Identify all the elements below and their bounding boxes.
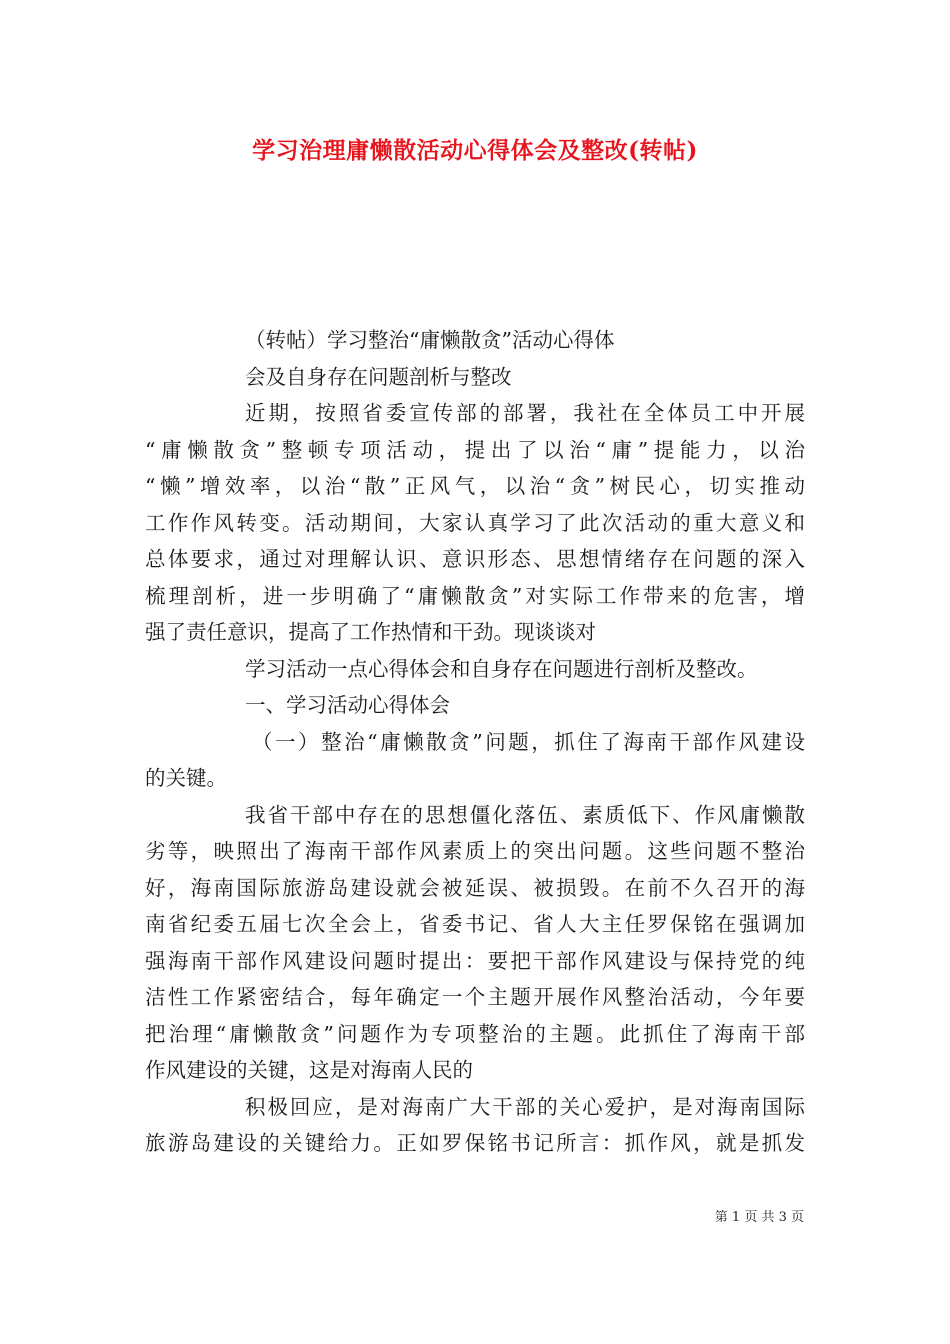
body-line: 强海南干部作风建设问题时提出：要把干部作风建设与保持党的纯 (145, 948, 805, 973)
body-line: 强了责任意识，提高了工作热情和干劲。现谈谈对 (145, 620, 596, 644)
body-line: （转帖）学习整治“庸懒散贪”活动心得体 (245, 328, 615, 352)
document-title: 学习治理庸懒散活动心得体会及整改(转帖) (252, 137, 698, 164)
body-line: “庸懒散贪”整顿专项活动，提出了以治“庸”提能力，以治 (145, 437, 805, 462)
body-line: 洁性工作紧密结合，每年确定一个主题开展作风整治活动，今年要 (145, 985, 805, 1009)
body-line: “懒”增效率，以治“散”正风气，以治“贪”树民心，切实推动 (145, 474, 805, 498)
body-line: 旅游岛建设的关键给力。正如罗保铭书记所言：抓作风，就是抓发 (145, 1131, 805, 1155)
body-line: 的关键。 (145, 766, 227, 790)
body-line: 作风建设的关键，这是对海南人民的 (145, 1058, 473, 1082)
body-line: 积极回应，是对海南广大干部的关心爱护，是对海南国际 (245, 1094, 805, 1119)
body-line: 总体要求，通过对理解认识、意识形态、思想情绪存在问题的深入 (145, 547, 805, 571)
body-line: 劣等，映照出了海南干部作风素质上的突出问题。这些问题不整治 (145, 839, 805, 863)
body-line: 好，海南国际旅游岛建设就会被延误、被损毁。在前不久召开的海 (145, 875, 805, 900)
body-line: 梳理剖析，进一步明确了“庸懒散贪”对实际工作带来的危害，增 (145, 583, 805, 608)
body-line: 会及自身存在问题剖析与整改 (245, 364, 512, 389)
body-line: 一、学习活动心得体会 (245, 693, 450, 717)
body-line: 近期，按照省委宣传部的部署，我社在全体员工中开展 (245, 401, 805, 425)
body-line: 学习活动一点心得体会和自身存在问题进行剖析及整改。 (245, 656, 758, 681)
body-line: 我省干部中存在的思想僵化落伍、素质低下、作风庸懒散 (245, 802, 805, 827)
document-body (145, 322, 805, 1162)
body-line: （一）整治“庸懒散贪”问题，抓住了海南干部作风建设 (252, 729, 805, 754)
body-line: 工作作风转变。活动期间，大家认真学习了此次活动的重大意义和 (145, 510, 805, 535)
page-number: 第 1 页 共 3 页 (714, 1210, 804, 1225)
body-line: 南省纪委五届七次全会上，省委书记、省人大主任罗保铭在强调加 (145, 912, 805, 936)
body-line: 把治理“庸懒散贪”问题作为专项整治的主题。此抓住了海南干部 (145, 1021, 805, 1046)
